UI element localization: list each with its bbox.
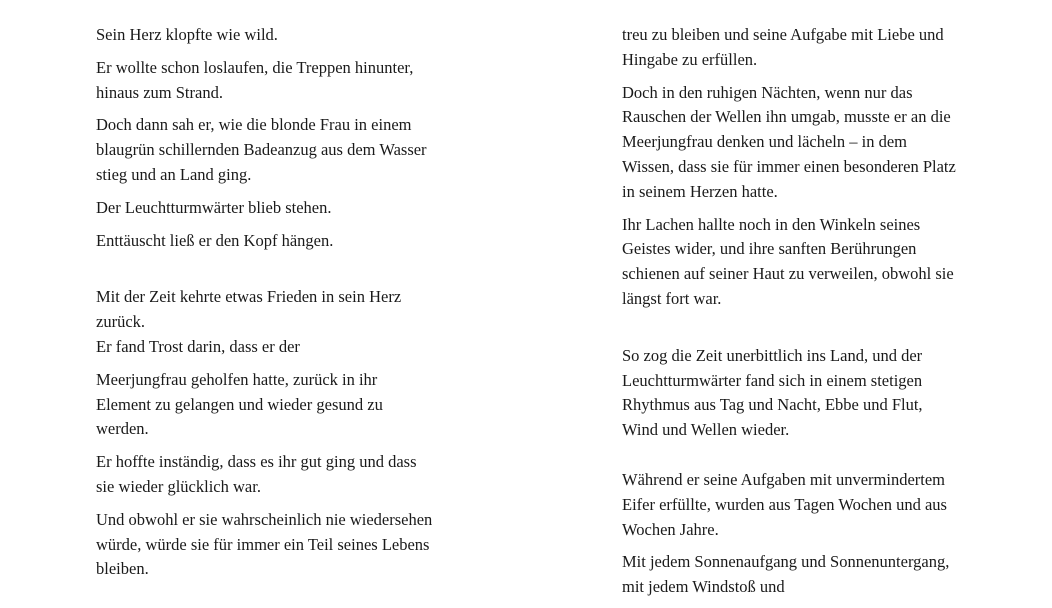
paragraph: Sein Herz klopfte wie wild. [96,25,278,44]
paragraph: Meerjungfrau geholfen hatte, zurück in ihr Element zu gelangen und wieder gesund zu werden. [96,369,383,439]
paragraph: Der Leuchtturmwärter blieb stehen. [96,197,332,217]
paragraph: Ihr Lachen hallte noch in den Winkeln seines Geistes wider, und ihre sanften Berührungen schienen auf seiner Haut zu verweilen, obwohl sie längst fort war. [622,214,954,308]
paragraph: Während er seine Aufgaben mit unvermindertem Eifer erfüllte, wurden aus Tagen Wochen und aus Wochen Jahre. [622,469,947,539]
paragraph: So zog die Zeit unerbittlich ins Land, und der Leuchtturmwärter fand sich in einem stetigen Rhythmus aus Tag und Nacht, Ebbe und Flut, Wind und Wellen wieder. [622,345,923,440]
paragraph: Enttäuscht ließ er den Kopf hängen. [96,230,334,250]
paragraph: Doch dann sah er, wie die blonde Frau in einem blaugrün schillernden Badeanzug aus dem Wasser stieg und an Land ging. [96,115,427,184]
paragraph: Er hoffte inständig, dass es ihr gut ging und dass sie wieder glücklich war. [96,452,417,496]
paragraph: Mit jedem Sonnenaufgang und Sonnenuntergang, mit jedem Windstoß und [622,552,950,597]
paragraph: Mit der Zeit kehrte etwas Frieden in sein Herz zurück. [96,287,402,332]
right-text-column [622,23,962,608]
paragraph: treu zu bleiben und seine Aufgabe mit Liebe und Hingabe zu erfüllen. [622,25,944,69]
paragraph: Er wollte schon loslaufen, die Treppen hinunter, hinaus zum Strand. [96,57,414,102]
paragraph: Doch in den ruhigen Nächten, wenn nur das Rauschen der Wellen ihn umgab, musste er an die Meerjungfrau denken und lächeln – in dem Wissen, dass sie für immer einen besonderen Platz in seinem Herzen hatte. [622,82,956,201]
paragraph: Er fand Trost darin, dass er der [96,336,300,356]
paragraph: Und obwohl er sie wahrscheinlich nie wiedersehen würde, würde sie für immer ein Teil seines Lebens bleiben. [96,509,433,579]
left-text-column [96,23,436,590]
